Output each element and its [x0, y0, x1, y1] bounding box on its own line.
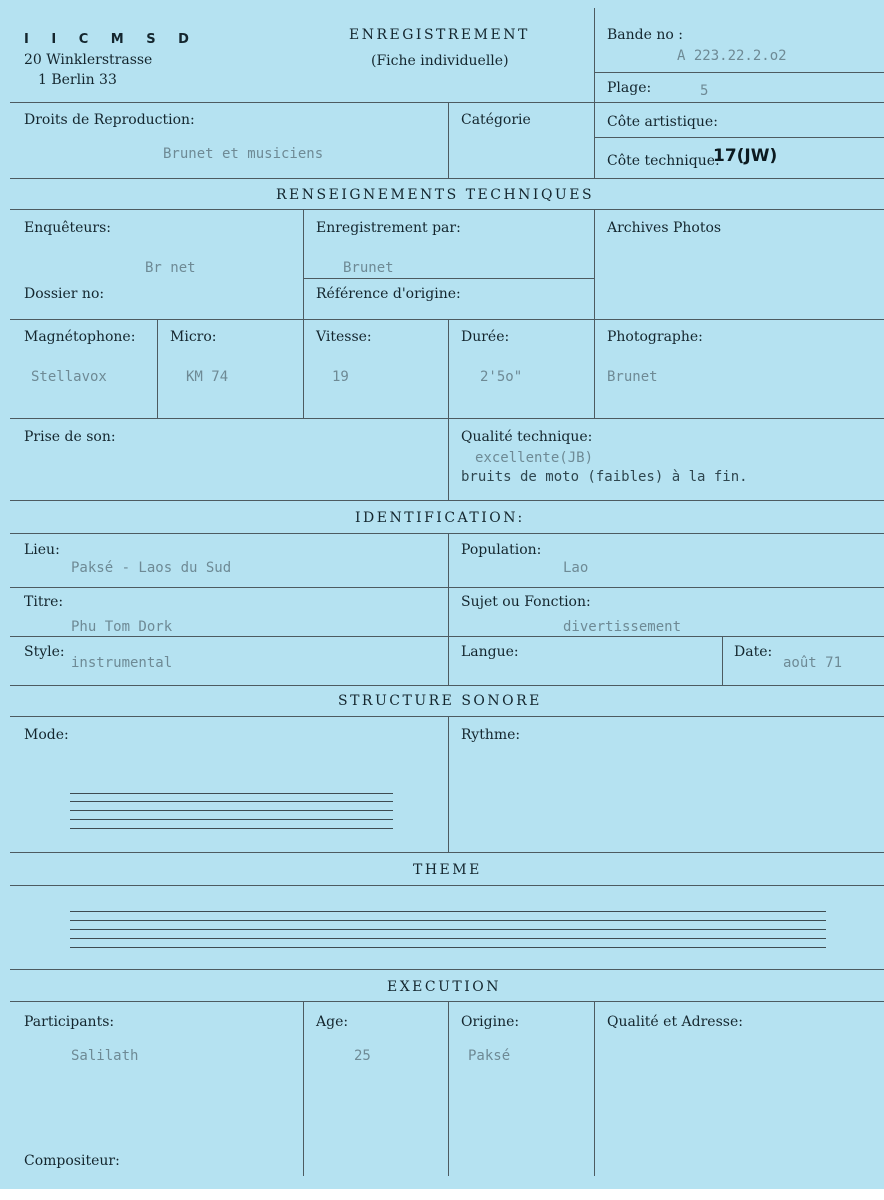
enregistrement-label: Enregistrement par:: [316, 220, 461, 236]
duree-label: Durée:: [461, 329, 510, 345]
rythme-label: Rythme:: [461, 727, 521, 743]
origine-value: Paksé: [468, 1048, 511, 1064]
titre-label: Titre:: [24, 594, 64, 610]
qualite-technique-value-2: bruits de moto (faibles) à la fin.: [461, 469, 748, 485]
enqueteurs-label: Enquêteurs:: [24, 220, 112, 236]
execution-header: EXECUTION: [387, 979, 502, 995]
bande-label: Bande no :: [607, 27, 683, 43]
titre-value: Phu Tom Dork: [71, 619, 173, 635]
bande-value: A 223.22.2.o2: [677, 48, 787, 64]
participants-value: Salilath: [71, 1048, 139, 1064]
micro-value: KM 74: [186, 369, 229, 385]
magnetophone-label: Magnétophone:: [24, 329, 136, 345]
droits-label: Droits de Reproduction:: [24, 112, 195, 128]
style-label: Style:: [24, 644, 65, 660]
magnetophone-value: Stellavox: [31, 369, 107, 385]
cote-technique-label: Côte technique:: [607, 153, 720, 169]
dossier-label: Dossier no:: [24, 286, 105, 302]
org-street: 20 Winklerstrasse: [24, 52, 153, 68]
age-label: Age:: [316, 1014, 349, 1030]
enqueteurs-value: Br net: [145, 260, 196, 276]
compositeur-label: Compositeur:: [24, 1153, 120, 1169]
style-value: instrumental: [71, 655, 173, 671]
langue-label: Langue:: [461, 644, 519, 660]
date-value: août 71: [783, 655, 843, 671]
photographe-value: Brunet: [607, 369, 658, 385]
photographe-label: Photographe:: [607, 329, 703, 345]
categorie-label: Catégorie: [461, 112, 531, 128]
plage-value: 5: [700, 83, 709, 99]
micro-label: Micro:: [170, 329, 217, 345]
age-value: 25: [354, 1048, 371, 1064]
date-label: Date:: [734, 644, 773, 660]
mode-label: Mode:: [24, 727, 69, 743]
sujet-value: divertissement: [563, 619, 682, 635]
structure-header: STRUCTURE SONORE: [338, 693, 542, 709]
archives-photos-label: Archives Photos: [607, 220, 722, 236]
form-subtitle: (Fiche individuelle): [371, 53, 509, 69]
cote-technique-value: 17(JW): [713, 146, 778, 166]
identification-header: IDENTIFICATION:: [355, 510, 525, 526]
vitesse-label: Vitesse:: [316, 329, 372, 345]
participants-label: Participants:: [24, 1014, 115, 1030]
population-label: Population:: [461, 542, 542, 558]
enregistrement-value: Brunet: [343, 260, 394, 276]
sujet-label: Sujet ou Fonction:: [461, 594, 591, 610]
org-name: I I C M S D: [24, 32, 198, 47]
qualite-technique-value-1: excellente(JB): [475, 450, 594, 466]
qualite-technique-label: Qualité technique:: [461, 429, 593, 445]
population-value: Lao: [563, 560, 589, 576]
org-city: 1 Berlin 33: [38, 72, 117, 88]
prise-de-son-label: Prise de son:: [24, 429, 116, 445]
theme-header: THEME: [413, 862, 482, 878]
qualite-adresse-label: Qualité et Adresse:: [607, 1014, 743, 1030]
plage-label: Plage:: [607, 80, 652, 96]
vitesse-value: 19: [332, 369, 349, 385]
origine-label: Origine:: [461, 1014, 520, 1030]
droits-value: Brunet et musiciens: [163, 146, 324, 162]
form-title: ENREGISTREMENT: [349, 27, 530, 43]
lieu-label: Lieu:: [24, 542, 60, 558]
reference-label: Référence d'origine:: [316, 286, 461, 302]
cote-artistique-label: Côte artistique:: [607, 114, 718, 130]
lieu-value: Paksé - Laos du Sud: [71, 560, 232, 576]
technical-header: RENSEIGNEMENTS TECHNIQUES: [276, 187, 595, 203]
duree-value: 2'5o": [480, 369, 523, 385]
